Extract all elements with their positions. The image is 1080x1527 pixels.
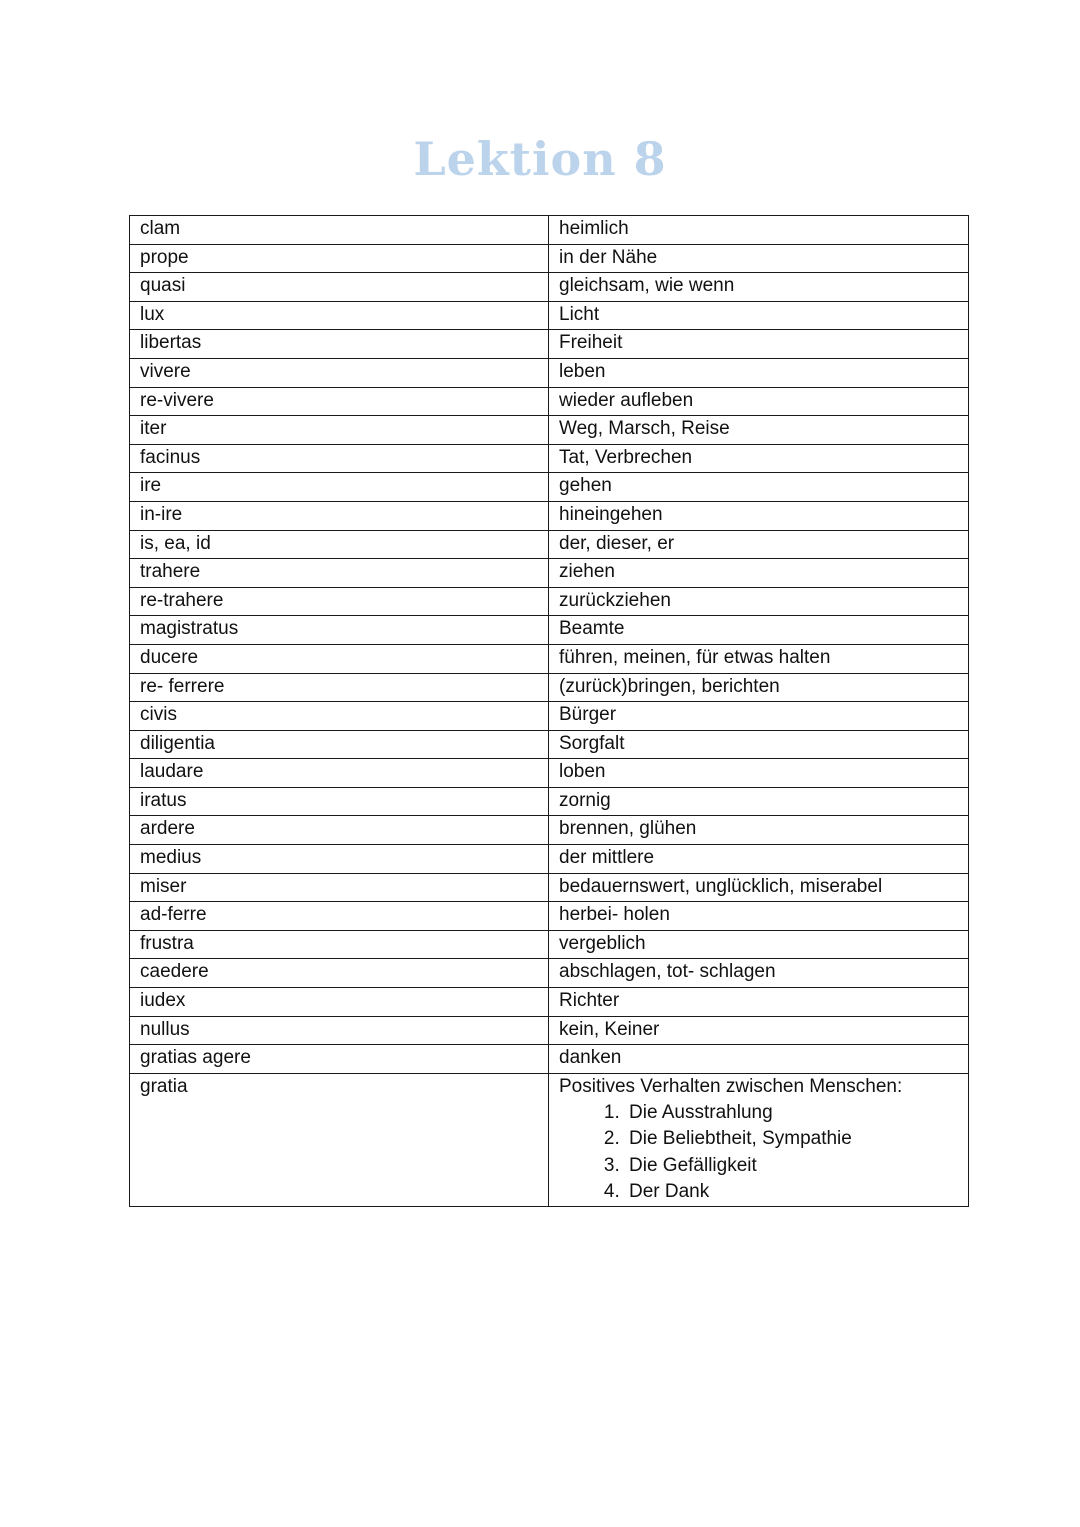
latin-word: in-ire [130, 501, 549, 530]
german-translation: Bürger [549, 702, 969, 731]
latin-word: civis [130, 702, 549, 731]
table-row [130, 902, 969, 931]
table-row [130, 330, 969, 359]
vocabulary-table-last-row-group [130, 1073, 969, 1206]
table-row [130, 787, 969, 816]
table-row [130, 416, 969, 445]
german-translation: zurückziehen [549, 587, 969, 616]
table-row [130, 616, 969, 645]
latin-word: gratias agere [130, 1045, 549, 1074]
latin-word: iratus [130, 787, 549, 816]
list-item: 2. Die Beliebtheit, Sympathie [625, 1126, 958, 1153]
german-translation: kein, Keiner [549, 1016, 969, 1045]
latin-word: iudex [130, 988, 549, 1017]
german-translation: (zurück)bringen, berichten [549, 673, 969, 702]
german-translation: ziehen [549, 559, 969, 588]
german-translation: zornig [549, 787, 969, 816]
table-row [130, 730, 969, 759]
table-row [130, 816, 969, 845]
latin-word: clam [130, 216, 549, 245]
german-translation: vergeblich [549, 930, 969, 959]
latin-word: re-trahere [130, 587, 549, 616]
latin-word: quasi [130, 273, 549, 302]
table-row [130, 301, 969, 330]
table-row [130, 473, 969, 502]
german-translation: gleichsam, wie wenn [549, 273, 969, 302]
table-row [130, 358, 969, 387]
latin-word: is, ea, id [130, 530, 549, 559]
latin-word: ire [130, 473, 549, 502]
table-row [130, 1016, 969, 1045]
german-translation: leben [549, 358, 969, 387]
table-row [130, 216, 969, 245]
german-translation: danken [549, 1045, 969, 1074]
vocabulary-table [129, 215, 969, 1207]
table-row [130, 930, 969, 959]
table-row [130, 1073, 969, 1206]
german-translation: loben [549, 759, 969, 788]
german-translation: führen, meinen, für etwas halten [549, 644, 969, 673]
meaning-list [559, 1100, 958, 1206]
latin-word: re-vivere [130, 387, 549, 416]
table-row [130, 845, 969, 874]
german-translation: der mittlere [549, 845, 969, 874]
table-row [130, 444, 969, 473]
german-translation [549, 1073, 969, 1206]
table-row [130, 644, 969, 673]
latin-word: caedere [130, 959, 549, 988]
table-row [130, 501, 969, 530]
table-row [130, 959, 969, 988]
table-row [130, 587, 969, 616]
latin-word: libertas [130, 330, 549, 359]
latin-word: medius [130, 845, 549, 874]
german-translation: Licht [549, 301, 969, 330]
page-title: Lektion 8 [413, 132, 667, 186]
latin-word: prope [130, 244, 549, 273]
list-item: 3. Die Gefälligkeit [625, 1153, 958, 1180]
table-row [130, 530, 969, 559]
table-row [130, 702, 969, 731]
table-row [130, 244, 969, 273]
latin-word: lux [130, 301, 549, 330]
latin-word: gratia [130, 1073, 549, 1206]
german-translation: Sorgfalt [549, 730, 969, 759]
list-item: 4. Der Dank [625, 1179, 958, 1206]
vocabulary-table-body [130, 216, 969, 1074]
german-translation: brennen, glühen [549, 816, 969, 845]
latin-word: laudare [130, 759, 549, 788]
german-translation: Tat, Verbrechen [549, 444, 969, 473]
latin-word: trahere [130, 559, 549, 588]
german-translation: gehen [549, 473, 969, 502]
german-translation: hineingehen [549, 501, 969, 530]
german-translation: herbei- holen [549, 902, 969, 931]
latin-word: ad-ferre [130, 902, 549, 931]
latin-word: vivere [130, 358, 549, 387]
german-translation: der, dieser, er [549, 530, 969, 559]
table-row [130, 673, 969, 702]
latin-word: miser [130, 873, 549, 902]
german-translation: Richter [549, 988, 969, 1017]
latin-word: nullus [130, 1016, 549, 1045]
table-row [130, 387, 969, 416]
german-translation: bedauernswert, unglücklich, miserabel [549, 873, 969, 902]
latin-word: ducere [130, 644, 549, 673]
latin-word: diligentia [130, 730, 549, 759]
german-translation: Freiheit [549, 330, 969, 359]
latin-word: magistratus [130, 616, 549, 645]
table-row [130, 988, 969, 1017]
german-translation: in der Nähe [549, 244, 969, 273]
latin-word: re- ferrere [130, 673, 549, 702]
german-translation: wieder aufleben [549, 387, 969, 416]
latin-word: ardere [130, 816, 549, 845]
latin-word: frustra [130, 930, 549, 959]
table-row [130, 273, 969, 302]
table-row [130, 559, 969, 588]
table-row [130, 873, 969, 902]
table-row [130, 759, 969, 788]
german-translation: Weg, Marsch, Reise [549, 416, 969, 445]
list-item: 1. Die Ausstrahlung [625, 1100, 958, 1127]
german-translation: heimlich [549, 216, 969, 245]
definition-intro: Positives Verhalten zwischen Menschen: [559, 1075, 903, 1097]
german-translation: abschlagen, tot- schlagen [549, 959, 969, 988]
table-row [130, 1045, 969, 1074]
latin-word: iter [130, 416, 549, 445]
latin-word: facinus [130, 444, 549, 473]
german-translation: Beamte [549, 616, 969, 645]
